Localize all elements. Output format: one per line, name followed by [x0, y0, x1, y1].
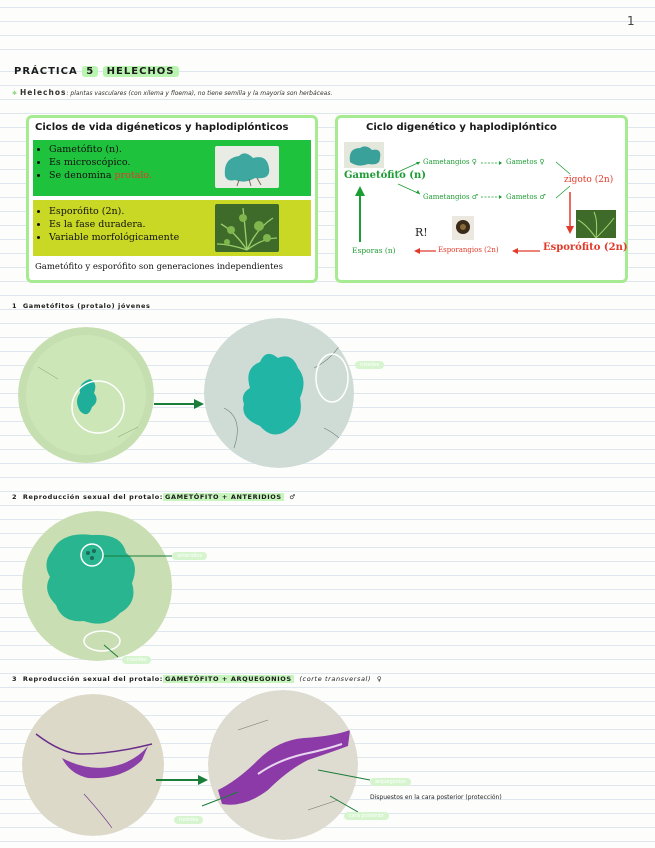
fern-photo [215, 204, 279, 252]
list-item: • Es la fase duradera. [49, 218, 179, 231]
protalo-photo [215, 146, 279, 188]
node-gametofito: Gametófito (n) [344, 170, 427, 181]
node-gametos-f: Gametos ♀ [506, 158, 545, 166]
list-item: • Esporófito (2n). [49, 205, 179, 218]
label-pill: cara posterior [344, 812, 389, 820]
list-item: • Es microscópico. [49, 156, 152, 169]
life-cycle-title: Ciclos de vida digéneticos y haplodiplónticos [35, 122, 289, 133]
node-esporofito: Esporófito (2n) [543, 242, 628, 253]
label-pill: arquegonios [370, 778, 411, 786]
label-pill: rizoides [174, 816, 203, 824]
section-2-heading: 2 Reproducción sexual del protalo: GAMETÓFITO + ANTERIDIOS ♂ [12, 493, 296, 501]
title-prefix: PRÁCTICA [14, 66, 78, 77]
title-name: HELECHOS [103, 66, 179, 77]
microscope-arquegonios [22, 694, 164, 836]
intro-line [12, 88, 332, 97]
microscope-arquegonios-zoom [208, 690, 358, 840]
node-esporangios: Esporangios (2n) [438, 246, 499, 254]
label-pill: rizoides [355, 361, 384, 369]
meiosis-label: R! [415, 226, 428, 239]
esporofito-list [35, 205, 179, 244]
node-zigoto: zigoto (2n) [564, 175, 614, 185]
pointer-lines [198, 766, 374, 812]
node-esporas: Esporas (n) [352, 246, 396, 255]
title-number: 5 [82, 66, 98, 77]
label-pill: anteridios [172, 552, 207, 560]
intro-term: Helechos [20, 88, 67, 97]
list-item: • Se denomina protalo. [49, 169, 152, 182]
cycle-arrows [338, 118, 625, 278]
section-3-heading: 3 Reproducción sexual del protalo: GAMETÓFITO + ARQUEGONIOS (corte transversal) ♀ [12, 675, 383, 683]
microscope-protalo-zoom [204, 318, 354, 468]
life-cycle-box [26, 115, 318, 283]
list-item: • Variable morfológicamente [49, 231, 179, 244]
life-cycle-footer: Gametófito y esporófito son generaciones independientes [35, 262, 283, 272]
section-1-heading: 1 Gametófitos (protalo) jóvenes [12, 302, 151, 310]
node-gametangios-f: Gametangios ♀ [423, 158, 477, 166]
gametofito-panel [33, 140, 311, 196]
esporofito-panel [33, 200, 311, 256]
arquegonios-note: Dispuestos en la cara posterior (protección) [370, 794, 502, 801]
node-gametos-m: Gametos ♂ [506, 193, 546, 201]
page-number: 1 [627, 14, 635, 28]
list-item: • Gametófito (n). [49, 143, 152, 156]
node-gametangios-m: Gametangios ♂ [423, 193, 479, 201]
intro-text: : plantas vasculares (con xilema y floema), no tiene semilla y la mayoría son herbáceas. [66, 90, 333, 97]
cycle-diagram-title: Ciclo digenético y haplodiplóntico [366, 122, 557, 133]
page-title [14, 66, 179, 77]
cycle-diagram-box [335, 115, 628, 283]
protalo-highlight: protalo. [114, 170, 152, 181]
arrow-icon [154, 398, 204, 410]
microscope-protalo-young [18, 327, 154, 463]
star-icon: ✱ [12, 90, 18, 97]
pointer-lines [100, 551, 180, 663]
label-pill: rizoides [122, 656, 151, 664]
gametofito-list [35, 143, 152, 182]
